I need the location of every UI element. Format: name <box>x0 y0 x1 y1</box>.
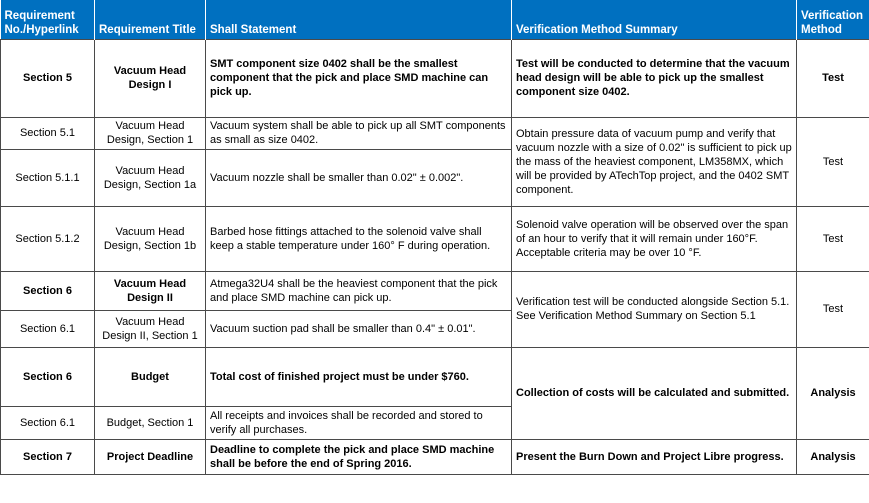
req-id-cell[interactable]: Section 6.1 <box>1 406 95 439</box>
req-title-cell: Budget, Section 1 <box>95 406 206 439</box>
verification-summary-cell: Test will be conducted to determine that the vacuum head design will be able to pick up the smallest component size 0402. <box>512 39 797 117</box>
verification-summary-cell: Present the Burn Down and Project Libre progress. <box>512 439 797 474</box>
verification-summary-cell: Obtain pressure data of vacuum pump and verify that vacuum nozzle with a size of 0.02" is sufficient to pick up the mass of the heaviest component, LM358MX, which will be provided by ATechTop project, and the 0402 SMT component. <box>512 117 797 206</box>
req-id-cell[interactable]: Section 5.1.1 <box>1 149 95 206</box>
header-method: Verification Method <box>797 0 869 39</box>
verification-summary-cell: Verification test will be conducted alongside Section 5.1. See Verification Method Summary on Section 5.1 <box>512 271 797 347</box>
req-id-cell[interactable]: Section 7 <box>1 439 95 474</box>
header-summary: Verification Method Summary <box>512 0 797 39</box>
shall-statement-cell: Barbed hose fittings attached to the solenoid valve shall keep a stable temperature under 160° F during operation. <box>206 206 512 271</box>
verification-method-cell: Analysis <box>797 347 869 439</box>
req-title-cell: Vacuum Head Design, Section 1a <box>95 149 206 206</box>
req-id-cell[interactable]: Section 5.1.2 <box>1 206 95 271</box>
req-title-cell: Project Deadline <box>95 439 206 474</box>
verification-summary-cell: Collection of costs will be calculated and submitted. <box>512 347 797 439</box>
shall-statement-cell: Atmega32U4 shall be the heaviest component that the pick and place SMD machine can pick up. <box>206 271 512 310</box>
shall-statement-cell: All receipts and invoices shall be recorded and stored to verify all purchases. <box>206 406 512 439</box>
header-shall: Shall Statement <box>206 0 512 39</box>
table-row <box>1 206 869 271</box>
header-req-no: Requirement No./Hyperlink <box>1 0 95 39</box>
verification-summary-cell: Solenoid valve operation will be observed over the span of an hour to verify that it will remain under 160°F. Acceptable criteria may be over 10 °F. <box>512 206 797 271</box>
shall-statement-cell: SMT component size 0402 shall be the smallest component that the pick and place SMD machine can pick up. <box>206 39 512 117</box>
verification-method-cell: Test <box>797 117 869 206</box>
table-row <box>1 117 869 149</box>
req-title-cell: Vacuum Head Design, Section 1b <box>95 206 206 271</box>
verification-method-cell: Test <box>797 39 869 117</box>
verification-method-cell: Analysis <box>797 439 869 474</box>
req-id-cell[interactable]: Section 5 <box>1 39 95 117</box>
verification-method-cell: Test <box>797 206 869 271</box>
table-row <box>1 39 869 117</box>
table-row <box>1 439 869 474</box>
shall-statement-cell: Vacuum suction pad shall be smaller than 0.4" ± 0.01". <box>206 310 512 347</box>
header-row <box>1 0 869 39</box>
req-id-cell[interactable]: Section 6.1 <box>1 310 95 347</box>
header-title: Requirement Title <box>95 0 206 39</box>
req-title-cell: Vacuum Head Design I <box>95 39 206 117</box>
req-title-cell: Vacuum Head Design II <box>95 271 206 310</box>
shall-statement-cell: Vacuum nozzle shall be smaller than 0.02" ± 0.002". <box>206 149 512 206</box>
req-id-cell[interactable]: Section 6 <box>1 271 95 310</box>
shall-statement-cell: Total cost of finished project must be under $760. <box>206 347 512 406</box>
req-title-cell: Vacuum Head Design, Section 1 <box>95 117 206 149</box>
table-row <box>1 347 869 406</box>
shall-statement-cell: Deadline to complete the pick and place SMD machine shall be before the end of Spring 2016. <box>206 439 512 474</box>
req-id-cell[interactable]: Section 6 <box>1 347 95 406</box>
req-id-cell[interactable]: Section 5.1 <box>1 117 95 149</box>
shall-statement-cell: Vacuum system shall be able to pick up all SMT components as small as size 0402. <box>206 117 512 149</box>
verification-method-cell: Test <box>797 271 869 347</box>
req-title-cell: Vacuum Head Design II, Section 1 <box>95 310 206 347</box>
req-title-cell: Budget <box>95 347 206 406</box>
table-row <box>1 271 869 310</box>
